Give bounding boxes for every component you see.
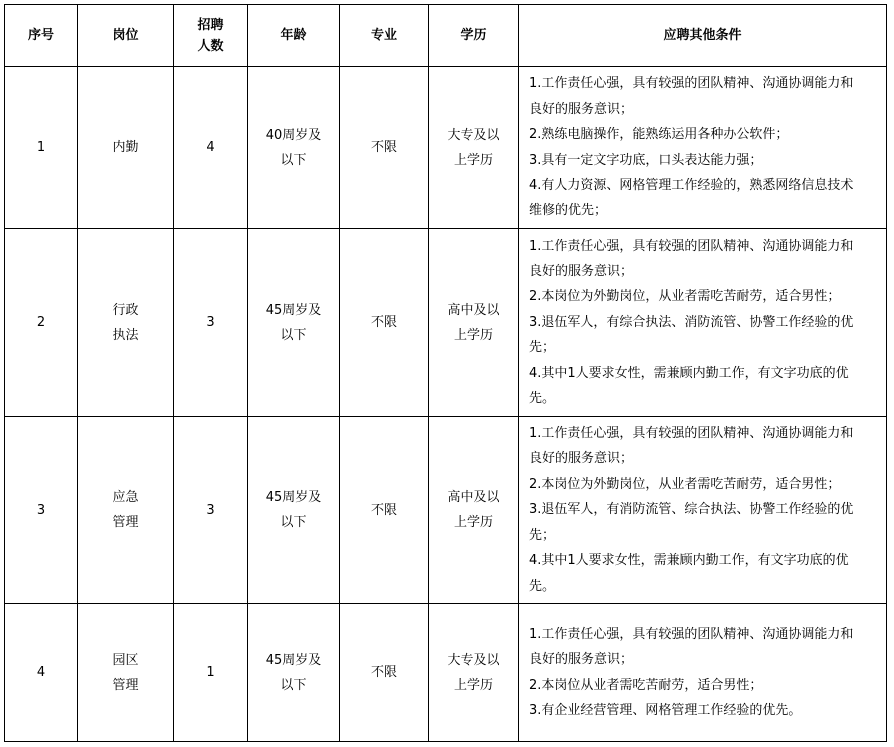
condition-line: 3.退伍军人，有消防流管、综合执法、协警工作经验的优 — [529, 502, 854, 518]
cell-post-line1: 行政 — [112, 302, 139, 318]
condition-line: 良好的服务意识； — [529, 652, 634, 668]
cell-age-line1: 45周岁及 — [265, 652, 322, 668]
condition-line: 1.工作责任心强，具有较强的团队精神、沟通协调能力和 — [529, 626, 854, 642]
cell-seq: 1 — [5, 67, 78, 229]
condition-line: 4.其中1人要求女性，需兼顾内勤工作，有文字功底的优 — [529, 553, 849, 569]
condition-line: 先； — [529, 527, 556, 543]
cell-post-line1: 内勤 — [112, 140, 139, 155]
cell-education — [429, 67, 519, 229]
cell-age-line1: 45周岁及 — [265, 490, 322, 505]
condition-line: 2.本岗位为外勤岗位，从业者需吃苦耐劳，适合男性； — [529, 476, 841, 492]
condition-line: 良好的服务意识； — [529, 263, 634, 279]
condition-line: 2.熟练电脑操作，能熟练运用各种办公软件； — [529, 127, 789, 143]
header-count — [174, 5, 248, 67]
cell-seq: 3 — [5, 417, 78, 604]
cell-post — [78, 229, 174, 417]
cell-education-line1: 高中及以 — [447, 490, 500, 505]
header-age: 年龄 — [248, 5, 340, 67]
cell-education-line2: 上学历 — [453, 152, 493, 168]
condition-line: 3.有企业经营管理、网格管理工作经验的优先。 — [529, 702, 802, 718]
cell-education-line1: 高中及以 — [447, 302, 500, 318]
cell-post-line2: 管理 — [112, 515, 139, 530]
condition-line: 3.具有一定文字功底，口头表达能力强； — [529, 152, 763, 168]
table-row — [5, 417, 887, 604]
cell-count: 3 — [174, 229, 248, 417]
condition-line: 1.工作责任心强，具有较强的团队精神、沟通协调能力和 — [529, 238, 854, 254]
condition-line: 良好的服务意识； — [529, 101, 634, 117]
cell-age — [248, 417, 340, 604]
condition-line: 4.其中1人要求女性，需兼顾内勤工作，有文字功底的优 — [529, 365, 849, 381]
cell-conditions — [519, 67, 887, 229]
condition-line: 先。 — [529, 391, 556, 407]
condition-line: 2.本岗位为外勤岗位，从业者需吃苦耐劳，适合男性； — [529, 289, 841, 305]
cell-post — [78, 604, 174, 742]
cell-post — [78, 417, 174, 604]
condition-line: 1.工作责任心强，具有较强的团队精神、沟通协调能力和 — [529, 426, 854, 442]
cell-conditions — [519, 417, 887, 604]
cell-conditions — [519, 229, 887, 417]
cell-education-line2: 上学历 — [453, 327, 493, 343]
cell-education — [429, 604, 519, 742]
condition-line: 1.工作责任心强，具有较强的团队精神、沟通协调能力和 — [529, 76, 854, 92]
cell-major: 不限 — [340, 417, 429, 604]
header-education: 学历 — [429, 5, 519, 67]
cell-age — [248, 604, 340, 742]
condition-line: 先。 — [529, 578, 556, 594]
cell-education-line1: 大专及以 — [447, 652, 500, 668]
table-row — [5, 604, 887, 742]
cell-age-line2: 以下 — [280, 677, 307, 693]
condition-line: 维修的优先； — [529, 203, 608, 219]
header-count-line1: 招聘 — [197, 17, 224, 33]
table-row — [5, 229, 887, 417]
cell-education — [429, 229, 519, 417]
header-conditions: 应聘其他条件 — [519, 5, 887, 67]
cell-conditions — [519, 604, 887, 742]
cell-post — [78, 67, 174, 229]
condition-line: 4.有人力资源、网格管理工作经验的，熟悉网络信息技术 — [529, 177, 854, 193]
cell-major: 不限 — [340, 67, 429, 229]
header-post: 岗位 — [78, 5, 174, 67]
cell-age — [248, 67, 340, 229]
cell-age-line2: 以下 — [280, 152, 307, 168]
cell-age — [248, 229, 340, 417]
header-row — [5, 5, 887, 67]
cell-count: 3 — [174, 417, 248, 604]
cell-post-line2: 管理 — [112, 677, 139, 693]
cell-post-line2: 执法 — [112, 327, 139, 343]
table-row — [5, 67, 887, 229]
condition-line: 2.本岗位从业者需吃苦耐劳，适合男性； — [529, 677, 763, 693]
condition-line: 3.退伍军人，有综合执法、消防流管、协警工作经验的优 — [529, 314, 854, 330]
cell-age-line2: 以下 — [280, 515, 307, 530]
cell-education-line1: 大专及以 — [447, 127, 500, 143]
cell-post-line1: 园区 — [112, 652, 139, 668]
header-count-line2: 人数 — [197, 38, 224, 54]
cell-age-line2: 以下 — [280, 327, 307, 343]
cell-education-line2: 上学历 — [453, 677, 493, 693]
cell-count: 1 — [174, 604, 248, 742]
header-major: 专业 — [340, 5, 429, 67]
cell-major: 不限 — [340, 229, 429, 417]
cell-seq: 2 — [5, 229, 78, 417]
header-seq: 序号 — [5, 5, 78, 67]
cell-seq: 4 — [5, 604, 78, 742]
cell-education — [429, 417, 519, 604]
cell-age-line1: 40周岁及 — [265, 127, 322, 143]
cell-post-line1: 应急 — [112, 490, 139, 505]
cell-education-line2: 上学历 — [453, 515, 493, 530]
cell-age-line1: 45周岁及 — [265, 302, 322, 318]
recruitment-table — [4, 4, 887, 742]
condition-line: 良好的服务意识； — [529, 451, 634, 467]
cell-major: 不限 — [340, 604, 429, 742]
cell-count: 4 — [174, 67, 248, 229]
condition-line: 先； — [529, 340, 556, 356]
